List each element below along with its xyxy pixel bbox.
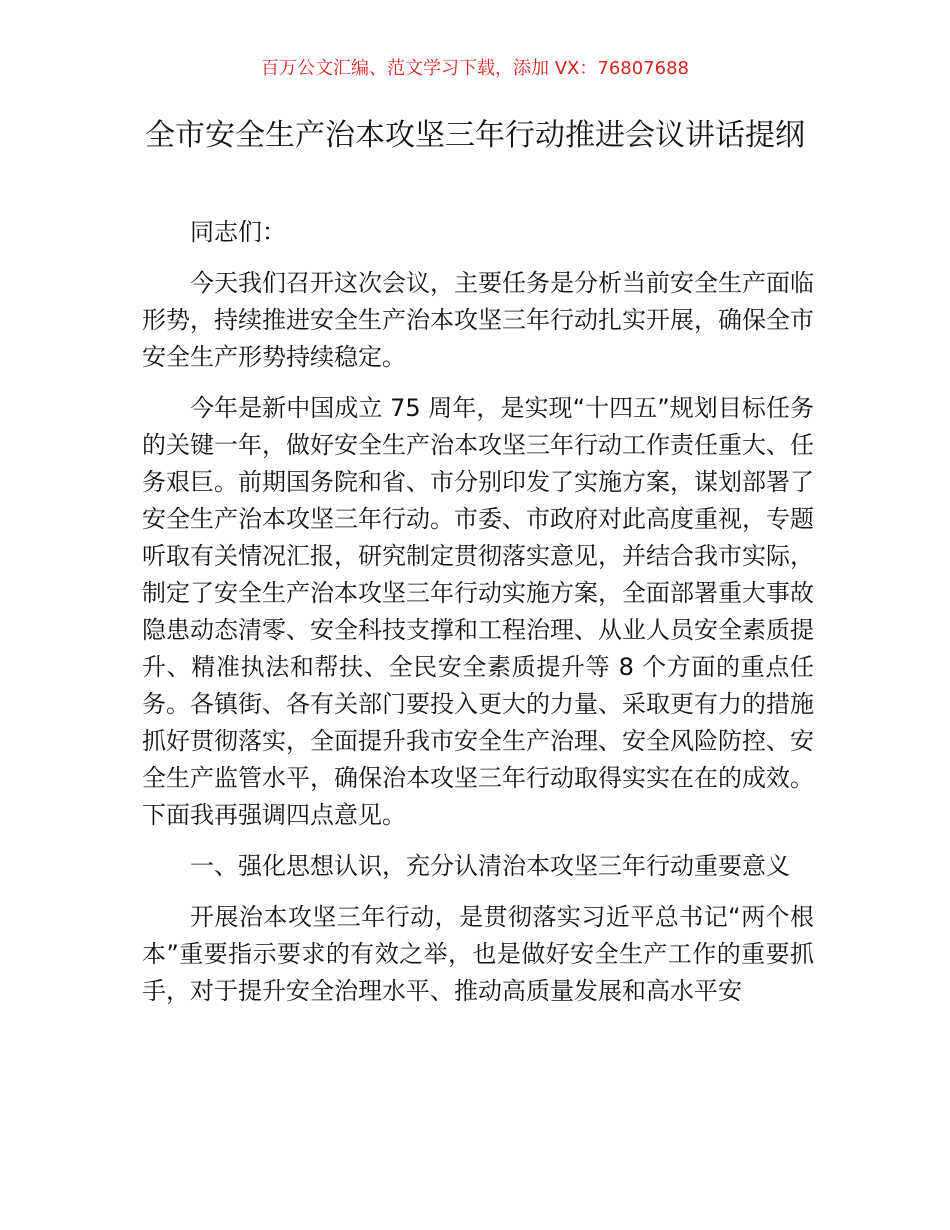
header-watermark-note: 百万公文汇编、范文学习下载，添加 VX：76807688 (261, 58, 689, 79)
section-heading: 一、强化思想认识，充分认清治本攻坚三年行动重要意义 (190, 852, 790, 880)
body-paragraph: 开展治本攻坚三年行动，是贯彻落实习近平总书记“两个根本”重要指示要求的有效之举，也是做好安全生产工作的重要抓手，对于提升安全治理水平、推动高质量发展和高水平安 (142, 903, 814, 1005)
document-body (142, 214, 814, 1024)
body-paragraph: 今年是新中国成立 75 周年，是实现“十四五”规划目标任务的关键一年，做好安全生产治本攻坚三年行动工作责任重大、任务艰巨。前期国务院和省、市分别印发了实施方案，谋划部署了安全生产治本攻坚三年行动。市委、市政府对此高度重视，专题听取有关情况汇报，研究制定贯彻落实意见，并结合我市实际，制定了安全生产治本攻坚三年行动实施方案，全面部署重大事故隐患动态清零、安全科技支撑和工程治理、从业人员安全素质提升、精准执法和帮扶、全民安全素质提升等 8 个方面的重点任务。各镇街、各有关部门要投入更大的力量、采取更有力的措施抓好贯彻落实，全面提升我市安全生产治理、安全风险防控、安全生产监管水平，确保治本攻坚三年行动取得实实在在的成效。下面我再强调四点意见。 (142, 394, 814, 829)
salutation-paragraph: 同志们： (190, 218, 286, 246)
document-title: 全市安全生产治本攻坚三年行动推进会议讲话提纲 (145, 118, 805, 153)
body-paragraph: 今天我们召开这次会议，主要任务是分析当前安全生产面临形势，持续推进安全生产治本攻坚三年行动扎实开展，确保全市安全生产形势持续稳定。 (142, 269, 814, 371)
